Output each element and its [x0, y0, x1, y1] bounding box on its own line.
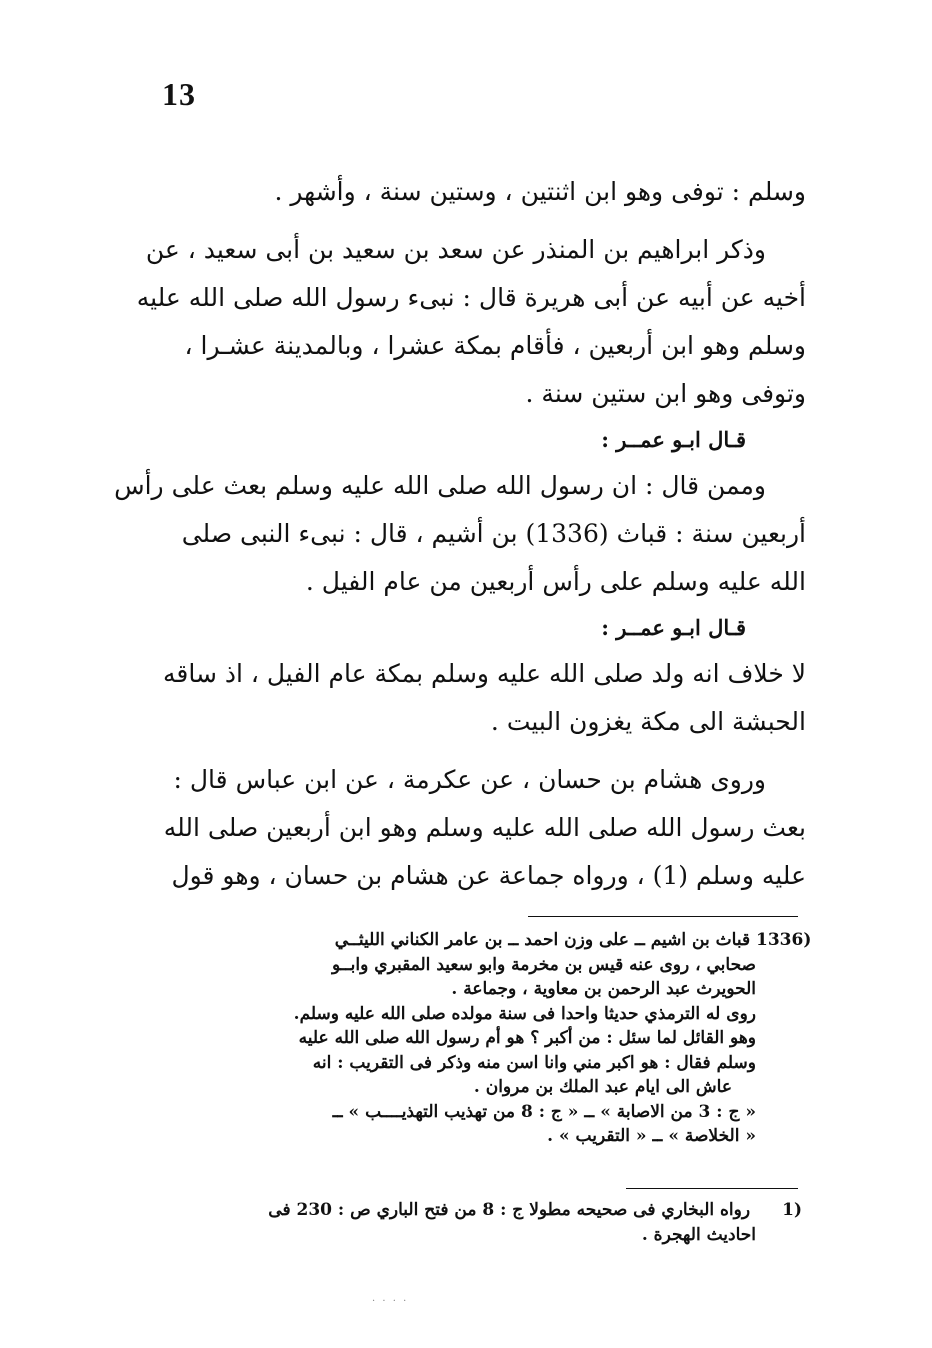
text-line: وتوفى وهو ابن ستين سنة . [525, 379, 806, 408]
text-line: وروى هشام بن حسان ، عن عكرمة ، عن ابن عباس قال : [173, 765, 766, 794]
footnote-separator [528, 916, 798, 917]
footnote-number: 1) [782, 1200, 802, 1220]
footnote-line: رواه البخاري فى صحيحه مطولا ج : 8 من فتح الباري ص : 230 فى [268, 1200, 751, 1220]
footnote-separator [626, 1188, 798, 1189]
footnote-line: « ج : 3 من الاصابة » ــ « ج : 8 من تهذيب التهذيــــب » ــ [332, 1101, 756, 1122]
footnote-line: « الخلاصة » ــ « التقريب » . [547, 1126, 756, 1146]
text-line: الحبشة الى مكة يغزون البيت . [490, 707, 806, 736]
section-heading: قـال ابـو عمــر : [601, 427, 746, 452]
main-text [114, 168, 806, 900]
text-line: وسلم وهو ابن أربعين ، فأقام بمكة عشرا ، وبالمدينة عشـرا ، [184, 331, 806, 360]
text-line: أربعين سنة : قباث (1336) بن أشيم ، قال : نبىء النبى صلى [181, 519, 806, 548]
footnote-line: الحويرث عبد الرحمن بن معاوية ، وجماعة . [451, 979, 756, 999]
footnote-1 [134, 1198, 802, 1247]
text-line: لا خلاف انه ولد صلى الله عليه وسلم بمكة عام الفيل ، اذ ساقه [162, 659, 806, 688]
text-line: الله عليه وسلم على رأس أربعين من عام الفيل . [305, 567, 806, 596]
footnote-line: صحابي ، روى عنه قيس بن مخرمة وابو سعيد المقبري وابــو [331, 954, 756, 975]
footnote-line: عاش الى ايام عبد الملك بن مروان . [473, 1077, 732, 1097]
footnote-number: 1336) [756, 930, 812, 950]
text-line: بعث رسول الله صلى الله عليه وسلم وهو ابن أربعين صلى الله [163, 813, 806, 842]
footnote-line: روى له الترمذي حديثا واحدا فى سنة مولده صلى الله عليه وسلم. [293, 1003, 756, 1024]
text-line: وسلم : توفى وهو ابن اثنتين ، وستين سنة ، وأشهر . [274, 177, 806, 206]
text-line: وممن قال : ان رسول الله صلى الله عليه وسلم بعث على رأس [114, 471, 766, 500]
text-line: وذكر ابراهيم بن المنذر عن سعد بن سعيد بن أبى سعيد ، عن [145, 235, 766, 264]
page-number: 13 [162, 76, 196, 112]
footnote-line: احاديث الهجرة . [641, 1224, 756, 1245]
footnote-1336 [134, 928, 812, 1149]
footnote-line: قباث بن اشيم ــ على وزن احمد ــ بن عامر الكناني الليثــي [334, 930, 751, 950]
text-line: عليه وسلم (1) ، ورواه جماعة عن هشام بن حسان ، وهو قول [171, 861, 806, 890]
scan-speck: · · · · [372, 1296, 409, 1307]
footnote-line: وسلم فقال : هو اكبر مني وانا اسن منه وذكر فى التقريب : انه [312, 1052, 756, 1073]
footnote-line: وهو القائل لما سئل : من أكبر ؟ هو أم رسول الله صلى الله عليه [298, 1028, 756, 1048]
text-line: أخيه عن أبيه عن أبى هريرة قال : نبىء رسول الله صلى الله عليه [136, 283, 806, 312]
section-heading: قـال ابـو عمــر : [601, 615, 746, 640]
